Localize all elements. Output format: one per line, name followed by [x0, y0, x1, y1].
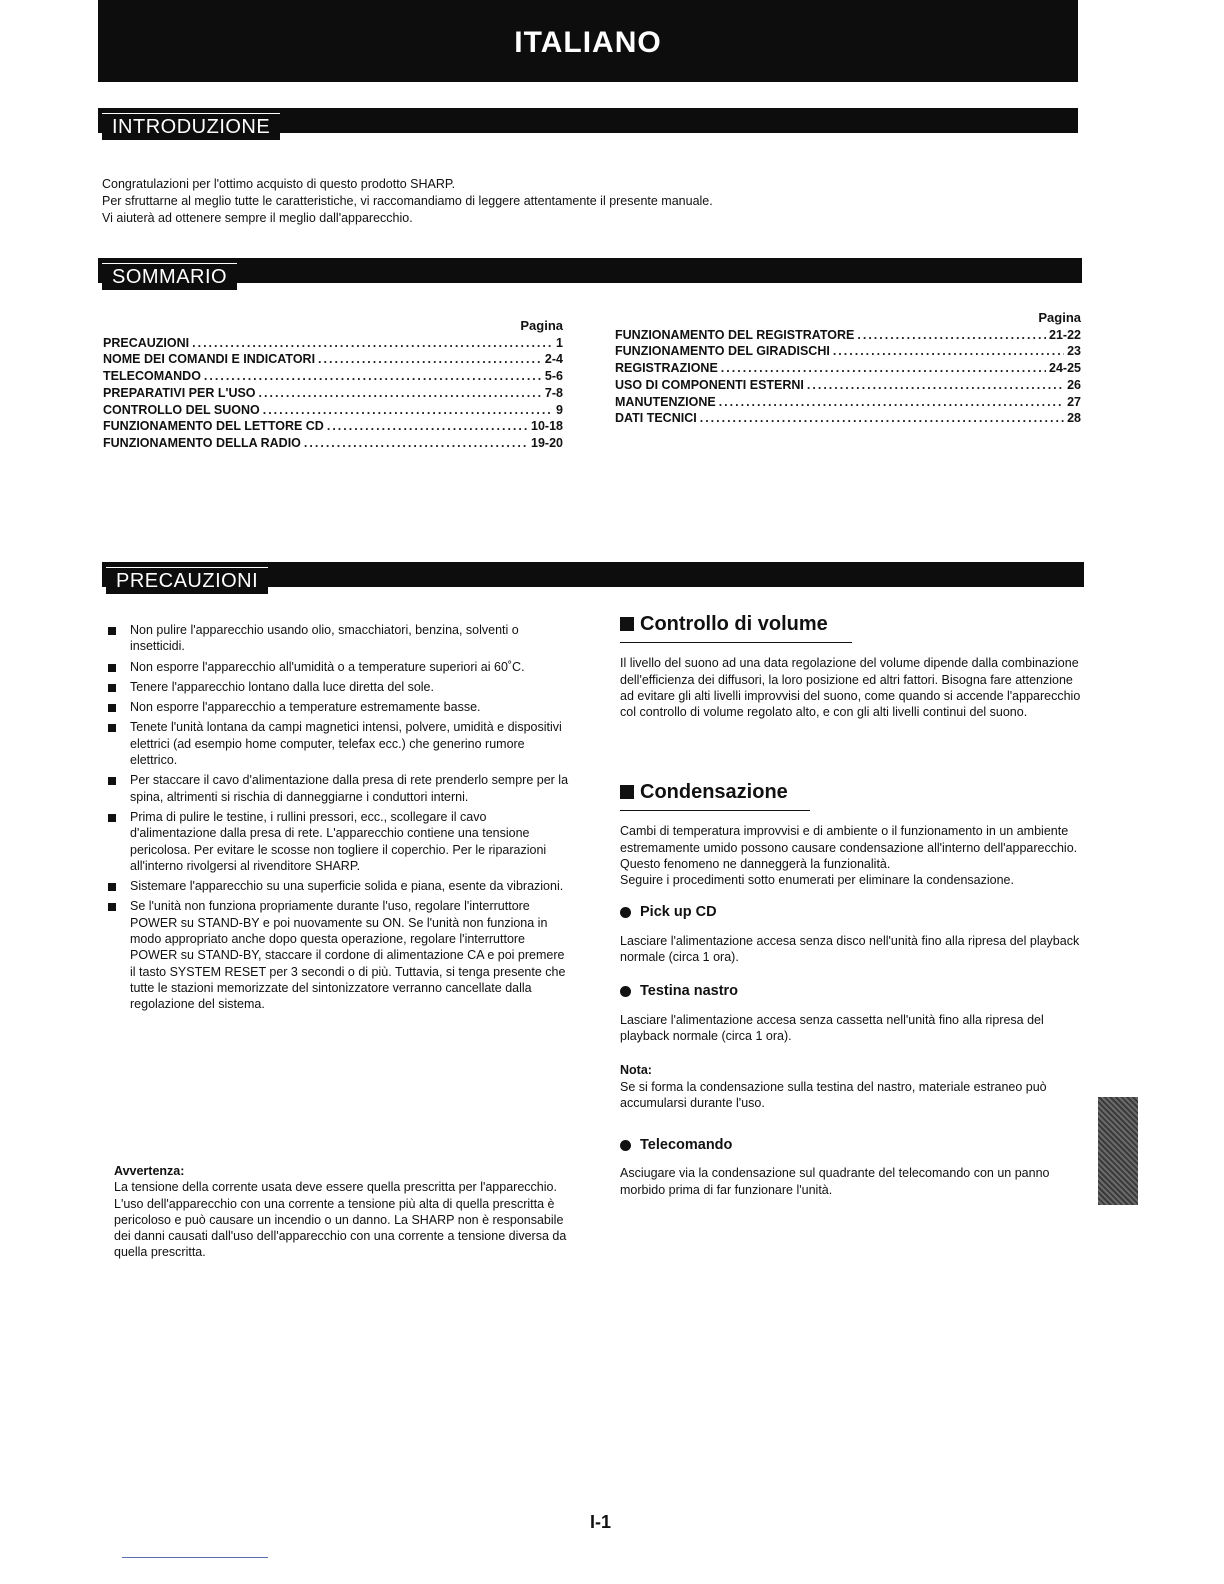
toc-section-bar [98, 258, 1082, 286]
toc-entry[interactable]: USO DI COMPONENTI ESTERNI ..... 26 [615, 377, 1081, 394]
toc-page-label: Pagina [520, 318, 563, 333]
list-item: Non pulire l'apparecchio usando olio, smacchiatori, benzina, solventi o insetticidi. [108, 622, 572, 655]
toc-heading: SOMMARIO [102, 263, 237, 290]
toc-entry[interactable]: REGISTRAZIONE ..... 24-25 [615, 360, 1081, 377]
note-text: Se si forma la condensazione sulla testina del nastro, materiale estraneo può accumularsi durante l'uso. [620, 1079, 1047, 1110]
condensation-text: Seguire i procedimenti sotto enumerati per eliminare la condensazione. [620, 873, 1014, 888]
pickup-heading: Pick up CD [620, 904, 1090, 920]
note-title: Nota: [620, 1063, 652, 1078]
bullet-square-icon [108, 684, 116, 692]
toc-entry[interactable]: CONTROLLO DEL SUONO ..... 9 [103, 402, 563, 419]
toc-entry[interactable]: DATI TECNICI ..... 28 [615, 410, 1081, 427]
intro-line: Vi aiuterà ad ottenere sempre il meglio dall'apparecchio. [102, 211, 413, 225]
warning-block [114, 1163, 576, 1261]
toc-entry[interactable]: PRECAUZIONI ..... 1 [103, 335, 563, 352]
bullet-square-icon [108, 704, 116, 712]
list-item: Per staccare il cavo d'alimentazione dalla presa di rete prenderlo sempre per la spina, altrimenti si rischia di danneggiarne i conduttori interni. [108, 772, 572, 805]
condensation-section [620, 781, 1090, 1198]
heading-square-icon [620, 617, 634, 631]
bullet-square-icon [108, 664, 116, 672]
intro-text [102, 176, 922, 227]
intro-line: Congratulazioni per l'ottimo acquisto di questo prodotto SHARP. [102, 177, 456, 191]
toc-right [615, 310, 1081, 427]
tape-heading: Testina nastro [620, 983, 1090, 999]
condensation-text: Cambi di temperatura improvvisi e di ambiente o il funzionamento in un ambiente estremamente umido possono causare condensazione all'interno dell'apparecchio. [620, 824, 1078, 855]
bullet-square-icon [108, 777, 116, 785]
bullet-dot-icon [620, 907, 631, 918]
page-title: ITALIANO [514, 26, 662, 59]
pickup-text: Lasciare l'alimentazione accesa senza disco nell'unità fino alla ripresa del playback normale (circa 1 ora). [620, 933, 1080, 965]
intro-heading: INTRODUZIONE [102, 113, 280, 140]
toc-entry[interactable]: MANUTENZIONE ..... 27 [615, 394, 1081, 411]
footer-rule [122, 1557, 268, 1558]
list-item: Se l'unità non funziona propriamente durante l'uso, regolare l'interruttore POWER su STAND-BY e poi nuovamente su ON. Se l'unità non funziona in modo appropriato anche dopo questa operazione, regolare l'interruttore POWER su STAND-BY, staccare il cordone di alimentazione CA e poi premere il tasto SYSTEM RESET per 3 secondi o di più. Tuttavia, si tenga presente che tutte le stazioni memorizzate del sintonizzatore verranno cancellate dalla regolazione del sistema. [108, 898, 572, 1012]
bullet-square-icon [108, 724, 116, 732]
precautions-section-bar [102, 562, 1084, 590]
volume-heading: Controllo di volume [620, 616, 1090, 632]
toc-entry[interactable]: TELECOMANDO ..... 5-6 [103, 368, 563, 385]
toc-entry[interactable]: FUNZIONAMENTO DEL GIRADISCHI ..... 23 [615, 343, 1081, 360]
heading-rule [620, 642, 852, 643]
intro-line: Per sfruttarne al meglio tutte le caratteristiche, vi raccomandiamo di leggere attentamente il presente manuale. [102, 194, 713, 208]
remote-heading: Telecomando [620, 1137, 1090, 1153]
bullet-square-icon [108, 627, 116, 635]
condensation-heading: Condensazione [620, 784, 1090, 800]
bullet-square-icon [108, 814, 116, 822]
toc-left [103, 318, 563, 452]
heading-square-icon [620, 785, 634, 799]
toc-entry[interactable]: FUNZIONAMENTO DEL LETTORE CD ..... 10-18 [103, 418, 563, 435]
warning-text: La tensione della corrente usata deve essere quella prescritta per l'apparecchio. L'uso dell'apparecchio con una corrente a tensione più alta di quella prescritta è pericoloso e può causare un incendio o un danno. La SHARP non è responsabile dei danni causati dall'uso dell'apparecchio con una corrente a tensione diversa da quella prescritta. [114, 1180, 567, 1260]
toc-entry[interactable]: FUNZIONAMENTO DEL REGISTRATORE ..... 21-22 [615, 327, 1081, 344]
toc-entry[interactable]: NOME DEI COMANDI E INDICATORI ..... 2-4 [103, 351, 563, 368]
bullet-dot-icon [620, 1140, 631, 1151]
condensation-text: Questo fenomeno ne danneggerà la funzionalità. [620, 856, 891, 871]
warning-title: Avvertenza: [114, 1164, 185, 1178]
list-item: Prima di pulire le testine, i rullini pressori, ecc., scollegare il cavo d'alimentazione dalla presa di rete. L'apparecchio contiene una tensione pericolosa. Per evitare le scosse non togliere il coperchio. Per le riparazioni all'interno rivolgersi al rivenditore SHARP. [108, 809, 572, 874]
tape-text: Lasciare l'alimentazione accesa senza cassetta nell'unità fino alla ripresa del playback normale (circa 1 ora). [620, 1012, 1044, 1043]
toc-entry[interactable]: FUNZIONAMENTO DELLA RADIO ..... 19-20 [103, 435, 563, 452]
toc-entry[interactable]: PREPARATIVI PER L'USO ..... 7-8 [103, 385, 563, 402]
list-item: Non esporre l'apparecchio all'umidità o a temperature superiori ai 60˚C. [108, 659, 572, 675]
precautions-list [108, 622, 572, 1017]
remote-text: Asciugare via la condensazione sul quadrante del telecomando con un panno morbido prima di far funzionare l'unità. [620, 1166, 1050, 1197]
list-item: Tenete l'unità lontana da campi magnetici intensi, polvere, umidità e dispositivi elettrici (ad esempio home computer, telefax ecc.) che generino rumore elettrico. [108, 719, 572, 768]
heading-rule [620, 810, 810, 811]
volume-section [620, 613, 1090, 720]
list-item: Sistemare l'apparecchio su una superficie solida e piana, esente da vibrazioni. [108, 878, 572, 894]
bullet-square-icon [108, 903, 116, 911]
page-title-banner [98, 0, 1078, 82]
list-item: Tenere l'apparecchio lontano dalla luce diretta del sole. [108, 679, 572, 695]
toc-page-label: Pagina [1038, 310, 1081, 325]
list-item: Non esporre l'apparecchio a temperature estremamente basse. [108, 699, 572, 715]
bullet-dot-icon [620, 986, 631, 997]
page-number: I-1 [590, 1512, 612, 1532]
precautions-heading: PRECAUZIONI [106, 567, 268, 594]
volume-text: Il livello del suono ad una data regolazione del volume dipende dalla combinazione dell'efficienza dei diffusori, la loro posizione ed altri fattori. Bisogna fare attenzione ad evitare gli alti livelli improvvisi del suono, come quando si accende l'apparecchio col controllo di volume regolato alto, e con gli alti livelli continui del suono. [620, 656, 1081, 720]
intro-section-bar [98, 108, 1078, 136]
section-thumb-tab [1098, 1097, 1138, 1205]
bullet-square-icon [108, 883, 116, 891]
